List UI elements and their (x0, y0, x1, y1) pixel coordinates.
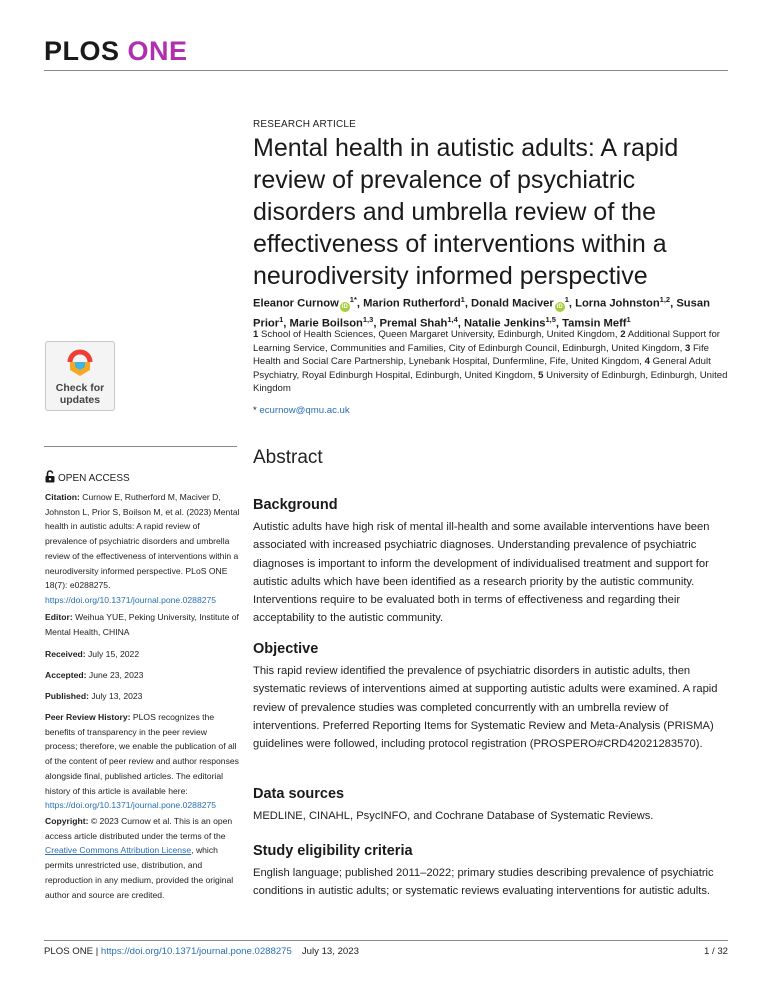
peer-review-text: PLOS recognizes the benefits of transparency in the peer review process; therefore, we enable the publication of all of the content of peer review and author responses alongside final, published articles. The editorial history of this article is available here: (45, 712, 239, 796)
peer-review-block (45, 710, 240, 813)
received-block (45, 647, 240, 662)
crossmark-icon (66, 348, 94, 380)
author-sup: 1,2 (659, 295, 671, 304)
footer (44, 946, 359, 957)
license-link[interactable]: Creative Commons Attribution License (45, 845, 192, 856)
header-divider (44, 70, 728, 71)
published-block (45, 689, 240, 704)
author-sup: 1 (460, 295, 465, 304)
editor-block (45, 610, 240, 639)
orcid-icon[interactable]: iD (341, 303, 348, 310)
copyright-text-1: © 2023 Curnow et al. This is an open access article distributed under the terms of the (45, 816, 233, 841)
eligibility-paragraph: English language; published 2011–2022; primary studies describing prevalence of psychiatric conditions in autistic adults; or systematic reviews evaluating interventions for autistic adults. (253, 867, 714, 898)
accepted-label: Accepted: (45, 670, 87, 680)
footer-doi-link[interactable]: https://doi.org/10.1371/journal.pone.0288275 (100, 946, 292, 957)
logo-one: ONE (127, 36, 188, 66)
badge-line-2: updates (59, 394, 101, 406)
author-sup: 1,5 (545, 315, 556, 325)
objective-paragraph: This rapid review identified the prevalence of psychiatric disorders in autistic adults, then systematic reviews of interventions aimed at supporting autistic adults were examined. A rapid review of prevalence studies was completed concurrently with an umbrella review of interventions. Preferred Reporting Items for Systematic Review and Meta-Analysis (PRISMA) guidelines were followed, including protocol registration (PROSPERO#CRD42021283570). (253, 665, 718, 751)
affil-text: General Adult Psychiatry, Royal Edinburgh Hospital, Edinburgh, United Kingdom, (253, 356, 711, 381)
affil-number: 4 (644, 356, 650, 367)
author-sup: 1 (564, 295, 569, 304)
citation-block (45, 490, 240, 608)
email-link[interactable]: ecurnow@qmu.ac.uk (259, 405, 350, 416)
author-sup: 1,3 (362, 315, 374, 325)
author-list (253, 292, 733, 332)
copyright-text-2: , which permits unrestricted use, distribution, and reproduction in any medium, provided the original author and source are credited. (45, 845, 234, 900)
check-for-updates-badge[interactable] (45, 341, 115, 411)
orcid-icon[interactable]: iD (556, 303, 563, 310)
author-name: , Tamsin Meff (555, 317, 627, 330)
author-sup: 1 (279, 315, 284, 325)
affiliations (253, 328, 733, 396)
objective-heading: Objective (253, 641, 319, 657)
author-sup: 1,4 (447, 315, 458, 325)
footer-journal: PLOS ONE | (44, 946, 101, 957)
author-name: Eleanor Curnow (253, 297, 339, 310)
article-title: Mental health in autistic adults: A rapid review of prevalence of psychiatric disorders and umbrella review of the effectiveness of interventions within a neurodiversity informed perspective (253, 134, 679, 290)
author-name: , Marie Boilson (283, 317, 363, 330)
affil-text: Additional Support for Learning Service, Communities and Families, City of Edinburgh Council, Edinburgh, United Kingdom, (253, 329, 720, 354)
affil-number: 5 (538, 369, 544, 381)
eligibility-heading: Study eligibility criteria (253, 843, 413, 859)
author-name: , Susan Prior (253, 297, 710, 330)
article-type: RESEARCH ARTICLE (253, 119, 357, 130)
background-heading: Background (253, 497, 338, 513)
affil-number: 2 (620, 329, 626, 340)
data-sources-paragraph: MEDLINE, CINAHL, PsycINFO, and Cochrane Database of Systematic Reviews. (253, 810, 654, 822)
corresponding-email (253, 405, 350, 416)
affil-number: 1 (253, 329, 259, 340)
abstract-heading: Abstract (253, 447, 323, 468)
received-label: Received: (45, 649, 86, 659)
citation-label: Citation: (45, 492, 80, 502)
journal-logo (44, 36, 188, 67)
left-divider (44, 446, 237, 447)
peer-review-doi-link[interactable]: https://doi.org/10.1371/journal.pone.0288275 (45, 800, 217, 811)
citation-doi-link[interactable]: https://doi.org/10.1371/journal.pone.0288275 (45, 594, 217, 605)
page-number: 1 / 32 (703, 946, 728, 957)
editor-text: Weihua YUE, Peking University, Institute of Mental Health, CHINA (45, 612, 239, 637)
author-name: , Donald Maciver (464, 297, 554, 310)
background-paragraph: Autistic adults have high risk of mental ill-health and some available interventions have been associated with increased psychiatric diagnoses. Understanding prevalence of psychiatric diagnoses is important to inform the development of individualised treatment and support for autistic adults which have been identified as a research priority by the autistic community. Interventions require to be evaluated both in terms of effectiveness and regarding their acceptability to the autistic community. (253, 521, 710, 625)
affil-text: Fife Health and Social Care Partnership, Lynebank Hospital, Dunfermline, Fife, United Kingdom, (253, 342, 709, 367)
open-lock-icon (45, 470, 55, 483)
peer-review-label: Peer Review History: (45, 712, 131, 722)
affil-number: 3 (684, 342, 691, 354)
citation-text: Curnow E, Rutherford M, Maciver D, Johnston L, Prior S, Boilson M, et al. (2023) Mental health in autistic adults: A rapid review of prevalence of psychiatric disorders and umbrella review of the effectiveness of interventions within a neurodiversity informed perspective. PLoS ONE 18(7): e0288275. (45, 492, 240, 591)
copyright-label: Copyright: (45, 816, 89, 826)
open-access-text: OPEN ACCESS (58, 473, 130, 484)
footer-date: July 13, 2023 (301, 946, 359, 957)
author-name: , Natalie Jenkins (457, 317, 546, 330)
published-date: July 13, 2023 (88, 691, 143, 701)
author-sup: 1 (626, 315, 631, 325)
author-name: , Lorna Johnston (568, 297, 660, 310)
email-star: * (253, 405, 257, 416)
logo-plos: PLOS (44, 36, 120, 66)
accepted-block (45, 668, 240, 683)
affil-text: University of Edinburgh, Edinburgh, United Kingdom (253, 369, 728, 394)
badge-text (46, 382, 114, 406)
affil-text: School of Health Sciences, Queen Margaret University, Edinburgh, United Kingdom, (258, 329, 621, 340)
editor-label: Editor: (45, 612, 73, 622)
author-sup: 1* (349, 295, 357, 304)
open-access-label (45, 470, 130, 484)
received-date: July 15, 2022 (85, 649, 140, 659)
data-sources-heading: Data sources (253, 786, 345, 802)
author-name: , Premal Shah (373, 317, 448, 330)
published-label: Published: (45, 691, 89, 701)
accepted-date: June 23, 2023 (86, 670, 144, 680)
badge-line-1: Check for (55, 382, 105, 394)
copyright-block (45, 814, 240, 902)
footer-divider (44, 940, 728, 941)
author-name: , Marion Rutherford (356, 297, 461, 310)
